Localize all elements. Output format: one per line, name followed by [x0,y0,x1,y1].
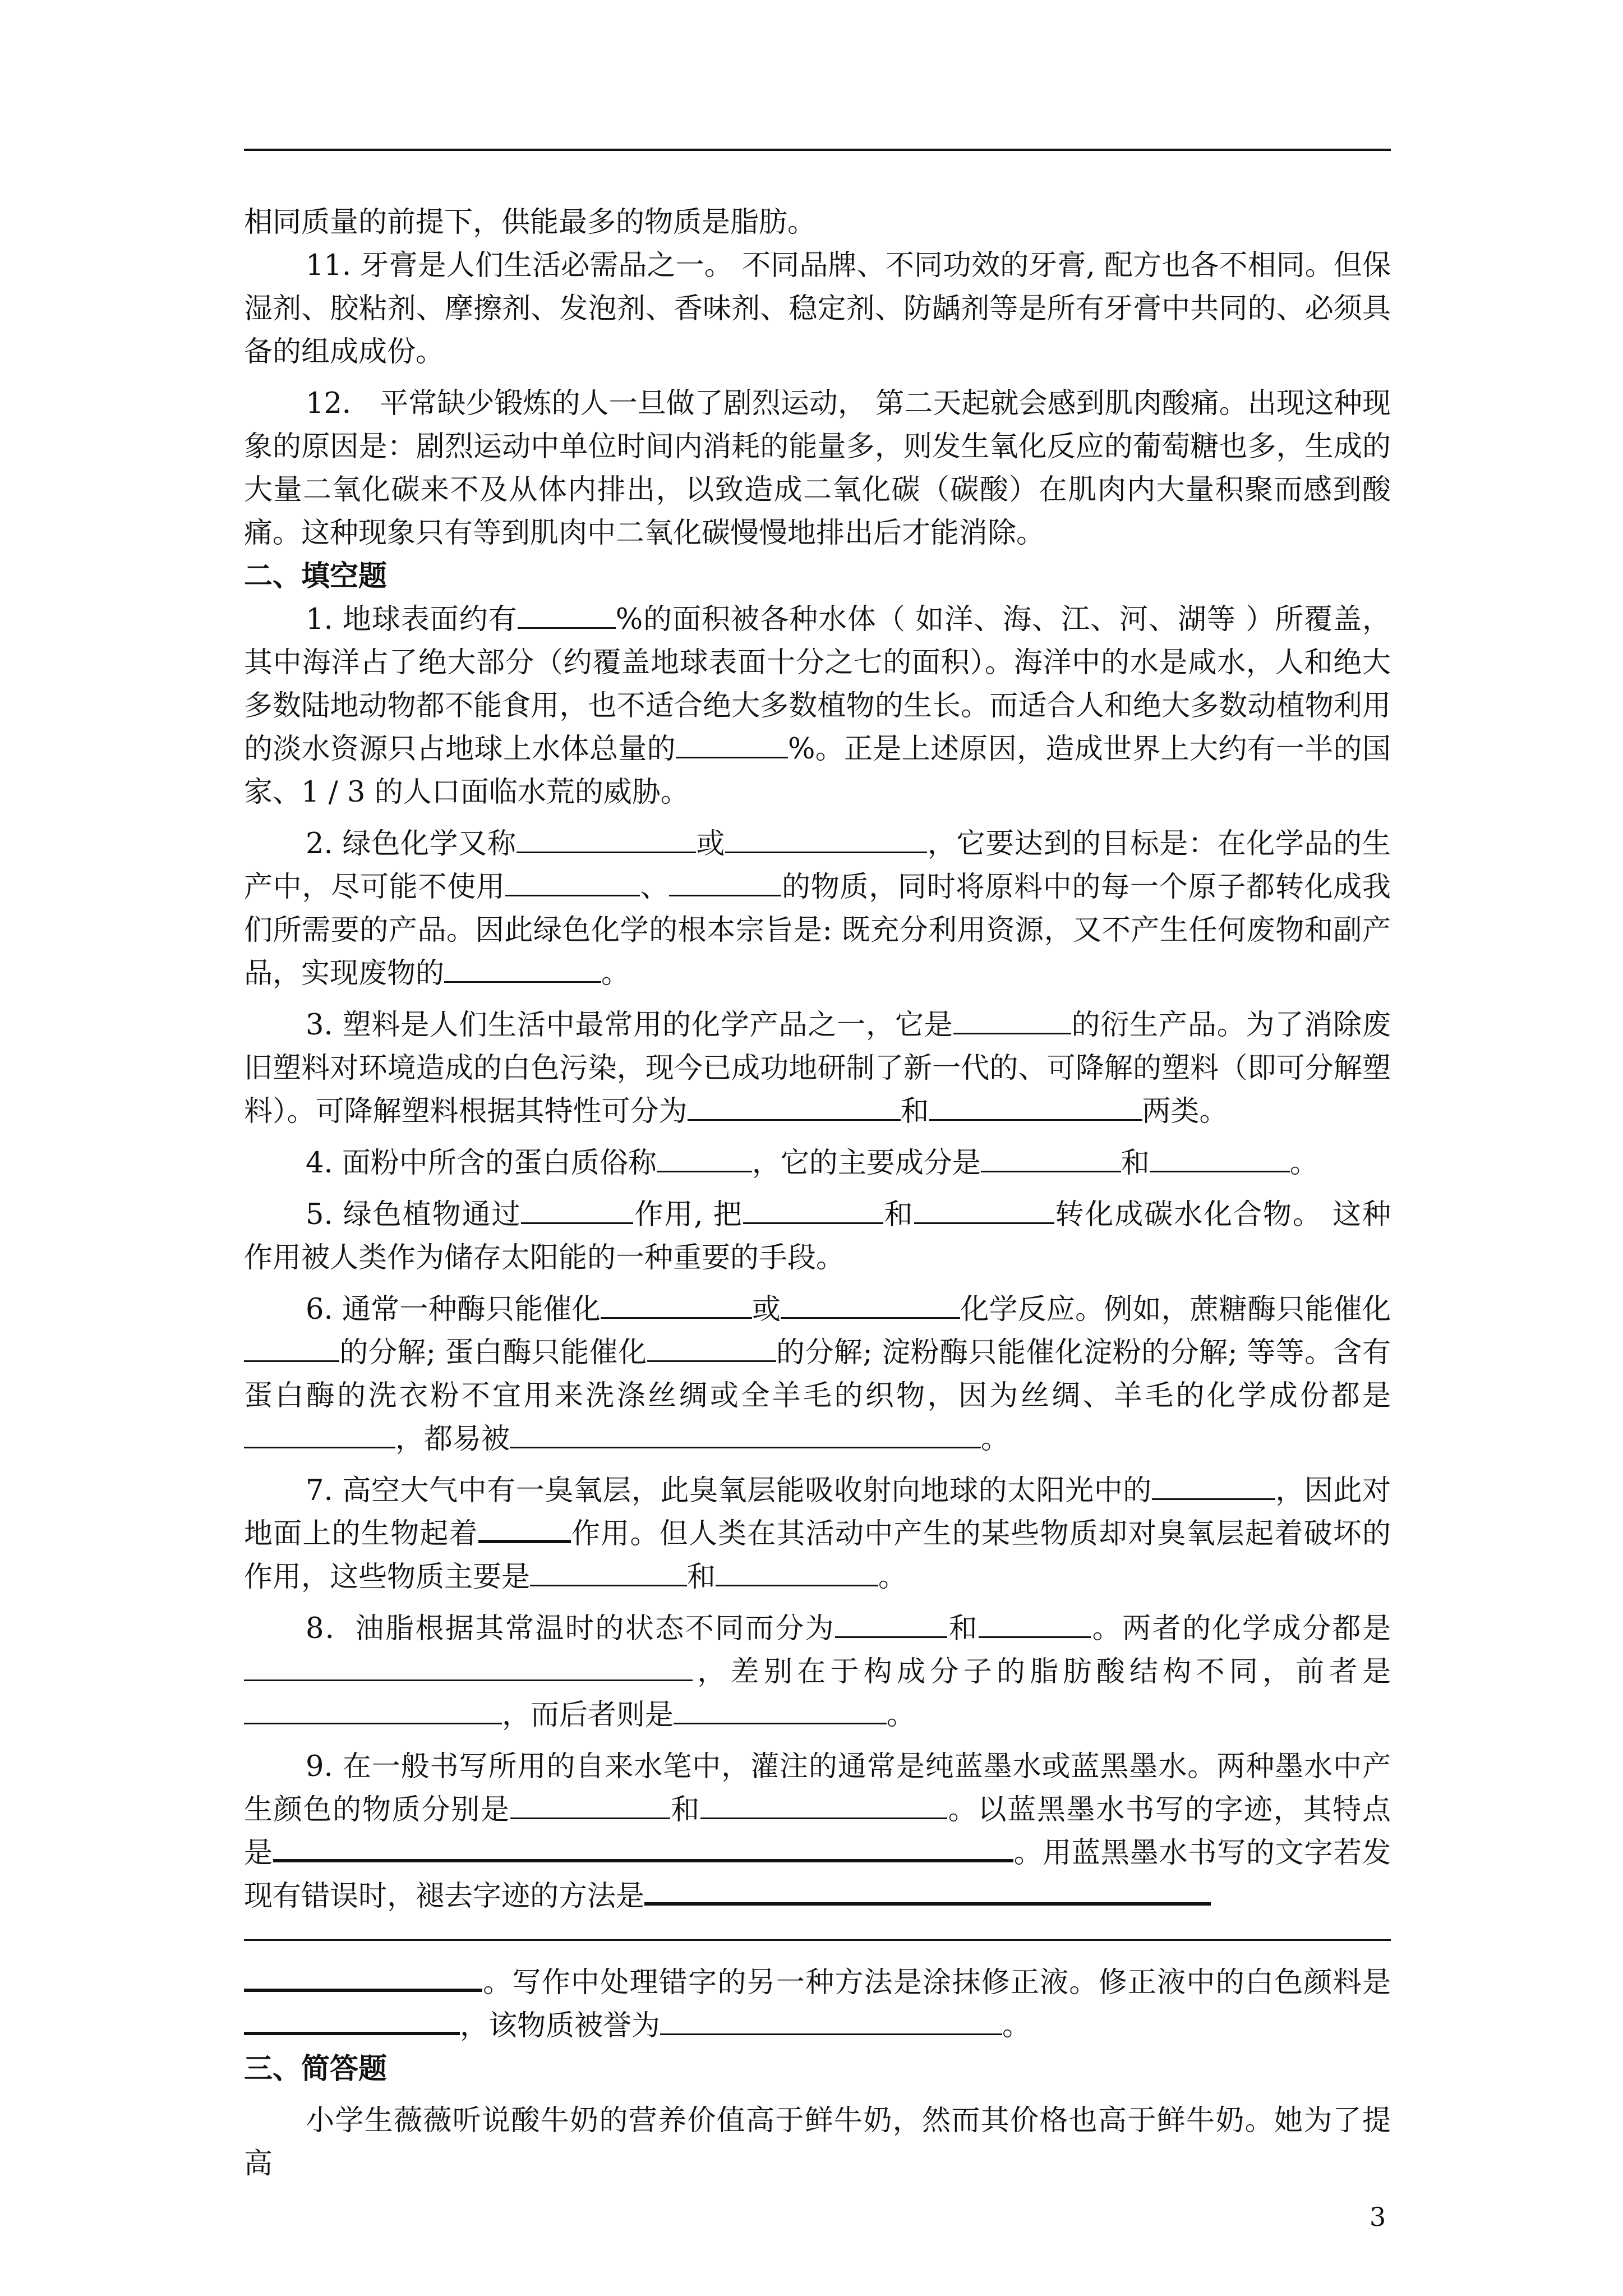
answer-blank[interactable] [835,1611,947,1638]
answer-blank[interactable] [669,869,781,896]
answer-blank[interactable] [657,1145,752,1172]
fill-question-8: 8．油脂根据其常温时的状态不同而分为 和 。两者的化学成分都是，差别在于构成分子的脂肪酸结构不同，前者是，而后者则是 。 [244,1607,1391,1737]
fill-question-6: 6. 通常一种酶只能催化 或 化学反应。例如，蔗糖酶只能催化的分解; 蛋白酶只能催化 的分解; 淀粉酶只能催化淀粉的分解; 等等。含有蛋白酶的洗衣粉不宜用来洗涤丝绸或全羊毛的织物，因为丝绸、羊毛的化学成份都是，都易被 。 [244,1288,1391,1461]
answer-blank[interactable] [244,2006,460,2035]
answer-blank[interactable] [647,1335,776,1362]
answer-blank[interactable] [644,1876,1211,1906]
answer-blank[interactable] [660,2008,1002,2035]
fill-question-2: 2. 绿色化学又称 或 ，它要达到的目标是：在化学品的生产中，尽可能不使用 、 的物质，同时将原料中的每一个原子都转化成我们所需要的产品。因此绿色化学的根本宗旨是: 既充分利用资源，又不产生任何废物和副产品，实现废物的 。 [244,822,1391,995]
answer-blank[interactable] [953,1007,1071,1034]
answer-blank[interactable] [1152,1473,1275,1500]
answer-blank[interactable] [601,1291,752,1319]
answer-blank[interactable] [244,1697,502,1724]
answer-blank[interactable] [530,1559,687,1586]
answer-blank[interactable] [929,1093,1142,1121]
answer-blank[interactable] [510,1421,981,1448]
answer-blank[interactable] [518,601,616,629]
answer-blank[interactable] [725,826,927,853]
answer-blank[interactable] [914,1197,1054,1224]
answer-blank[interactable] [273,1833,1013,1862]
page-number: 3 [1370,2202,1386,2232]
answer-blank[interactable] [1150,1145,1290,1172]
answer-blank[interactable] [244,1335,339,1362]
answer-blank[interactable] [716,1559,878,1586]
answer-blank[interactable] [478,1514,571,1543]
fill-question-1: 1. 地球表面约有 %的面积被各种水体（ 如洋、海、江、河、湖等 ）所覆盖，其中海洋占了绝大部分（约覆盖地球表面十分之七的面积）。海洋中的水是咸水，人和绝大多数陆地动物都不能食用，也不适合绝大多数植物的生长。而适合人和绝大多数动植物利用的淡水资源只占地球上水体总量的 %。正是上述原因，造成世界上大约有一半的国家、1 / 3 的人口面临水荒的威胁。 [244,598,1391,814]
answer-blank[interactable] [781,1291,960,1319]
answer-blank[interactable] [981,1145,1121,1172]
answer-blank[interactable] [743,1197,883,1224]
fill-question-9-continued: 。写作中处理错字的另一种方法是涂抹修正液。修正液中的白色颜料是，该物质被誉为 。 [244,1961,1391,2047]
answer-blank[interactable] [505,869,640,896]
answer-blank[interactable] [244,1963,482,1992]
short-answer-question: 小学生薇薇听说酸牛奶的营养价值高于鲜牛奶，然而其价格也高于鲜牛奶。她为了提高 [244,2104,1391,2180]
answer-line[interactable] [244,1939,1391,1941]
answer-blank[interactable] [244,1421,395,1448]
fill-question-7: 7. 高空大气中有一臭氧层，此臭氧层能吸收射向地球的太阳光中的 ，因此对地面上的生物起着 作用。但人类在其活动中产生的某些物质却对臭氧层起着破坏的作用，这些物质主要是 和 。 [244,1469,1391,1599]
section-heading-short-answer: 三、简答题 [244,2052,388,2086]
answer-blank[interactable] [688,1093,901,1121]
section-heading-fill-in: 二、填空题 [244,559,388,593]
fill-question-5: 5. 绿色植物通过 作用, 把 和 转化成碳水化合物。 这种作用被人类作为储存太阳能的一种重要的手段。 [244,1193,1391,1280]
header-rule [244,149,1391,151]
answer-blank[interactable] [244,1654,693,1681]
fill-question-3: 3. 塑料是人们生活中最常用的化学产品之一，它是 的衍生产品。为了消除废旧塑料对环境造成的白色污染，现今已成功地研制了新一代的、可降解的塑料（即可分解塑料）。可降解塑料根据其特性可分为 和 两类。 [244,1004,1391,1133]
answer-blank[interactable] [700,1792,947,1819]
item-12: 12． 平常缺少锻炼的人一旦做了剧烈运动， 第二天起就会感到肌肉酸痛。出现这种现象的原因是：剧烈运动中单位时间内消耗的能量多，则发生氧化反应的葡萄糖也多，生成的大量二氧化碳来不及从体内排出，以致造成二氧化碳（碳酸）在肌肉内大量积聚而感到酸痛。这种现象只有等到肌肉中二氧化碳慢慢地排出后才能消除。 [244,387,1391,550]
document-body [244,201,1391,2185]
intro-line: 相同质量的前提下，供能最多的物质是脂肪。 [244,206,817,239]
answer-blank[interactable] [517,826,696,853]
fill-question-9: 9. 在一般书写所用的自来水笔中，灌注的通常是纯蓝墨水或蓝黑墨水。两种墨水中产生颜色的物质分别是 和 。以蓝黑墨水书写的字迹，其特点是 。用蓝黑墨水书写的文字若发现有错误时，褪去字迹的方法是 [244,1750,1391,1913]
answer-blank[interactable] [979,1611,1091,1638]
fill-question-4: 4. 面粉中所含的蛋白质俗称 ，它的主要成分是 和 。 [244,1142,1391,1185]
item-11: 11. 牙膏是人们生活必需品之一。 不同品牌、不同功效的牙膏, 配方也各不相同。但保湿剂、胶粘剂、摩擦剂、发泡剂、香味剂、稳定剂、防龋剂等是所有牙膏中共同的、必须具备的组成成份。 [244,249,1391,369]
answer-blank[interactable] [676,731,788,758]
answer-blank[interactable] [444,955,601,983]
answer-blank[interactable] [510,1792,670,1819]
answer-blank[interactable] [521,1197,633,1224]
answer-blank[interactable] [674,1697,887,1724]
